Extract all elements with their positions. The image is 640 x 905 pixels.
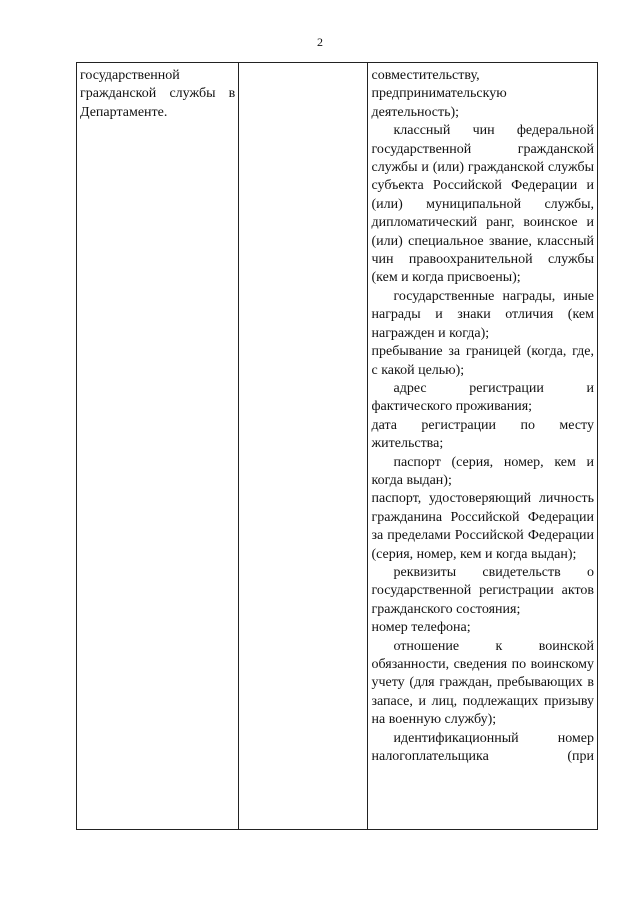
list-item: паспорт (серия, номер, кем и когда выдан); (371, 454, 594, 488)
list-item: паспорт, удостоверяющий личность гражданина Российской Федерации за пределами Российской Федерации (серия, номер, кем и когда выдан); (371, 491, 594, 562)
list-item: номер телефона; (371, 620, 471, 636)
list-item: идентификационный номер налогоплательщика (при (371, 730, 594, 765)
table-cell-col1 (77, 63, 239, 830)
list-item: пребывание за границей (когда, где, с какой целью); (371, 344, 594, 378)
list-item: дата регистрации по месту жительства; (371, 417, 594, 452)
table-cell-col3 (368, 63, 598, 830)
table-row (77, 63, 598, 830)
list-item: классный чин федеральной государственной гражданской службы и (или) гражданской службы субъекта Российской Федерации и (или) муниципальной службы, дипломатический ранг, воинское и (или) специальное звание, классный чин правоохранительной службы (кем и когда присвоены); (371, 123, 594, 286)
list-item: государственные награды, иные награды и знаки отличия (кем награжден и когда); (371, 288, 594, 341)
list-item: адрес регистрации и фактического проживания; (371, 380, 594, 415)
list-item: отношение к воинской обязанности, сведения по воинскому учету (для граждан, пребывающих в запасе, и лиц, подлежащих призыву на военную службу); (371, 638, 594, 728)
table-cell-col2 (239, 63, 368, 830)
page-number: 2 (317, 35, 323, 49)
list-item: реквизиты свидетельств о государственной регистрации актов гражданского состояния; (371, 564, 594, 617)
list-item: совместительству, предпринимательскую деятельность); (371, 68, 507, 120)
document-table (76, 62, 598, 830)
cell-text: государственной гражданской службы в Департаменте. (80, 68, 236, 120)
